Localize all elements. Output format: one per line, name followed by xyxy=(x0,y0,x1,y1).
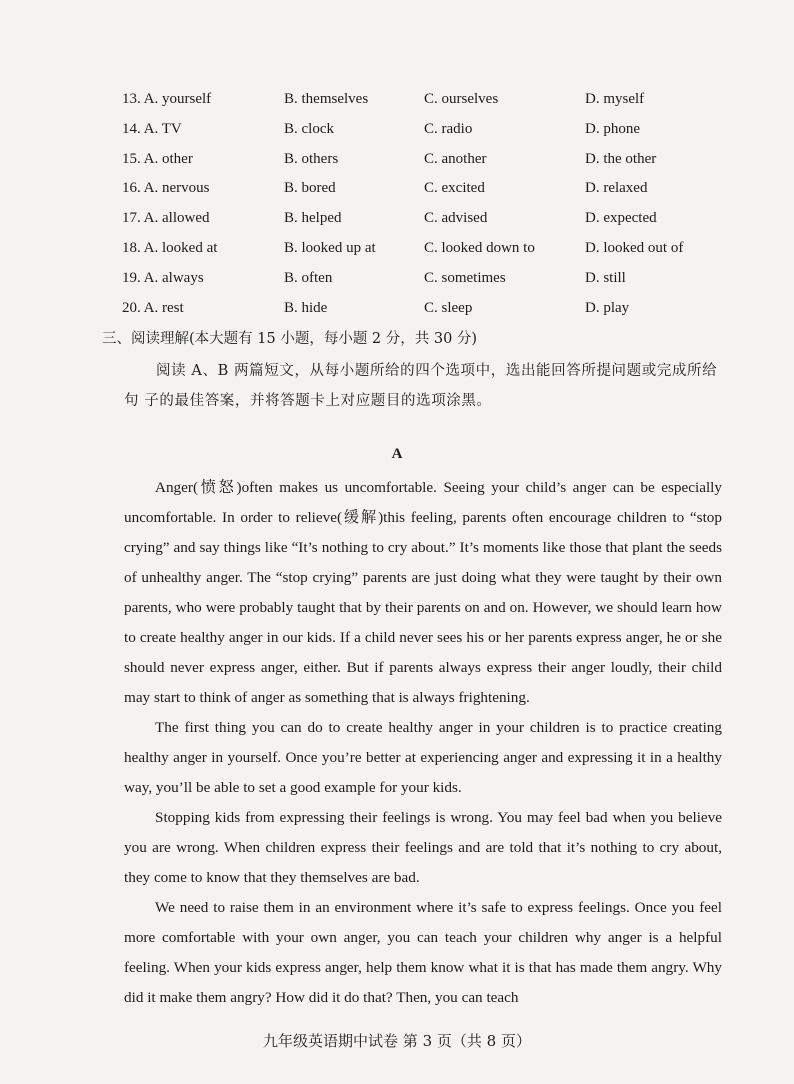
option-a: 18. A. looked at xyxy=(122,239,218,256)
answer-options xyxy=(0,86,794,324)
option-b: B. hide xyxy=(284,299,328,316)
option-d: D. the other xyxy=(585,150,657,167)
option-b: B. looked up at xyxy=(284,239,376,256)
option-d: D. expected xyxy=(585,210,657,227)
option-b: B. others xyxy=(284,150,339,167)
option-a: 20. A. rest xyxy=(122,299,184,316)
option-b: B. bored xyxy=(284,180,336,197)
option-b: B. often xyxy=(284,269,333,286)
option-c: C. looked down to xyxy=(424,239,535,256)
option-c: C. excited xyxy=(424,180,485,197)
option-b: B. helped xyxy=(284,210,342,227)
question-row-16 xyxy=(0,175,794,205)
passage-title: A xyxy=(391,446,403,462)
option-c: C. another xyxy=(424,150,487,167)
option-d: D. play xyxy=(585,299,630,316)
question-row-14 xyxy=(0,116,794,146)
option-d: D. phone xyxy=(585,120,640,137)
question-row-15 xyxy=(0,146,794,176)
passage-paragraph-1: Anger(愤怒)often makes us uncomfortable. Seeing your child’s anger can be especially uncomfortable. In order to relieve(缓解)this feeling, parents often encourage children to “stop crying” and say things like “It’s nothing to cry about.” It’s moments like those that plant the seeds of unhealthy anger. The “stop crying” parents are just doing what they were taught by their own parents, who were probably taught that by their parents on and on. However, we should learn how to create healthy anger in our kids. If a child never sees his or her parents express anger, he or she should never express anger, either. But if parents always express their anger loudly, their child may start to think of anger as something that is always frightening. xyxy=(124,479,722,706)
option-c: C. advised xyxy=(424,210,488,227)
option-a: 19. A. always xyxy=(122,269,204,286)
option-a: 14. A. TV xyxy=(122,120,182,137)
section-heading: 三、阅读理解(本大题有 15 小题，每小题 2 分，共 30 分) xyxy=(102,331,478,347)
question-row-20 xyxy=(0,295,794,325)
question-row-19 xyxy=(0,265,794,295)
question-row-17 xyxy=(0,205,794,235)
question-row-13 xyxy=(0,86,794,116)
option-a: 13. A. yourself xyxy=(122,91,212,107)
option-c: C. ourselves xyxy=(424,91,499,107)
passage-paragraph-3: Stopping kids from expressing their feelings is wrong. You may feel bad when you believe you are wrong. When children express their feelings and are told that it’s nothing to cry about, they come to know that they themselves are bad. xyxy=(124,809,722,886)
option-d: D. looked out of xyxy=(585,239,684,256)
option-c: C. radio xyxy=(424,120,473,137)
option-c: C. sometimes xyxy=(424,269,506,286)
option-d: D. myself xyxy=(585,91,645,107)
option-c: C. sleep xyxy=(424,299,473,316)
option-a: 16. A. nervous xyxy=(122,180,210,197)
section-instructions: 阅读 A、B 两篇短文，从每小题所给的四个选项中，选出能回答所提问题或完成所给句 子的最佳答案，并将答题卡上对应题目的选项涂黑。 xyxy=(124,363,718,409)
option-b: B. themselves xyxy=(284,91,369,107)
option-b: B. clock xyxy=(284,120,334,137)
page-footer: 九年级英语期中试卷 第 3 页（共 8 页） xyxy=(263,1032,531,1050)
option-d: D. relaxed xyxy=(585,180,648,197)
passage-text xyxy=(124,473,722,1013)
option-a: 15. A. other xyxy=(122,150,193,167)
passage-paragraph-2: The first thing you can do to create healthy anger in your children is to practice creating healthy anger in yourself. Once you’re better at experiencing anger and expressing it in a healthy way, you’ll be able to set a good example for your kids. xyxy=(124,719,722,796)
option-d: D. still xyxy=(585,269,626,286)
question-row-18 xyxy=(0,235,794,265)
passage-paragraph-4: We need to raise them in an environment where it’s safe to express feelings. Once you feel more comfortable with your own anger, you can teach your children why anger is a helpful feeling. When your kids express anger, help them know what it is that has made them angry. Why did it make them angry? How did it do that? Then, you can teach xyxy=(124,899,722,1006)
option-a: 17. A. allowed xyxy=(122,210,210,227)
